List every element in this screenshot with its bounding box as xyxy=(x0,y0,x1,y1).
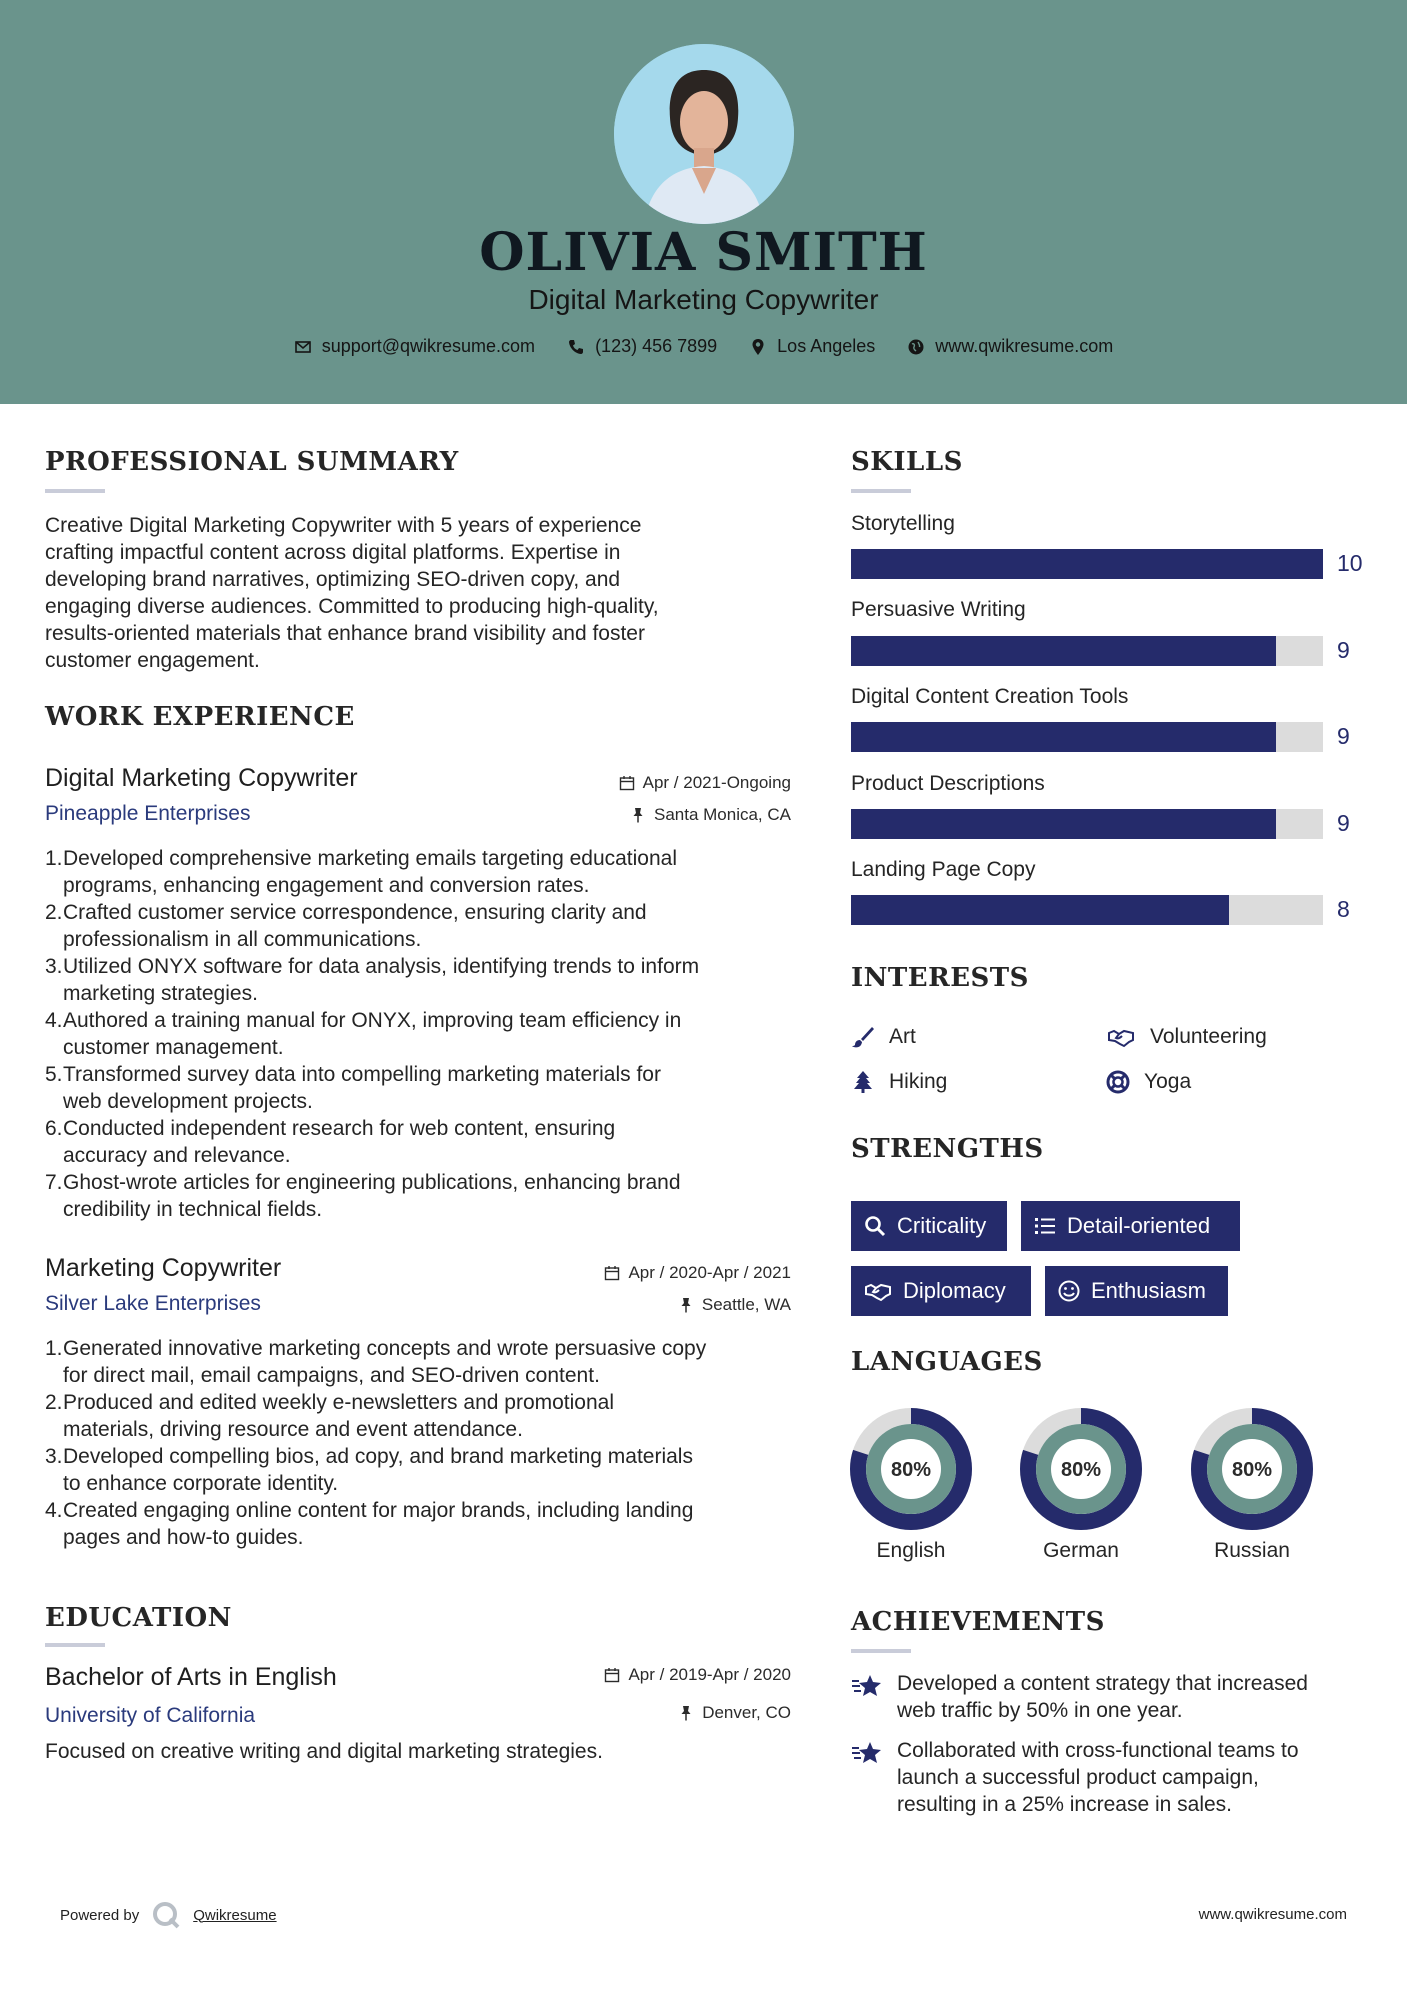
achievement-item xyxy=(851,1670,1371,1724)
summary-line: Creative Digital Marketing Copywriter with 5 years of experience xyxy=(45,514,642,537)
pushpin-icon xyxy=(630,807,646,823)
skill-bar xyxy=(851,636,1323,666)
website-text: www.qwikresume.com xyxy=(935,336,1114,356)
calendar-icon xyxy=(604,1265,620,1281)
strength-label: Enthusiasm xyxy=(1091,1278,1206,1303)
skill-label: Digital Content Creation Tools xyxy=(851,685,1129,708)
bullet-number: 1. xyxy=(45,1337,63,1360)
list-item xyxy=(45,1335,795,1389)
list-item xyxy=(45,899,795,953)
summary-line: crafting impactful content across digital platforms. Expertise in xyxy=(45,541,621,564)
job-dates xyxy=(619,773,791,793)
education-rule xyxy=(45,1643,105,1647)
contact-phone[interactable] xyxy=(567,336,717,357)
contact-bar xyxy=(0,336,1407,357)
skill-value: 9 xyxy=(1337,723,1350,749)
interest-item-hiking xyxy=(851,1070,947,1094)
bullet-line: customer management. xyxy=(63,1036,284,1059)
candidate-name: OLIVIA SMITH xyxy=(479,222,928,283)
calendar-icon xyxy=(604,1667,620,1683)
summary-text xyxy=(45,512,785,674)
bullet-line: web development projects. xyxy=(63,1090,313,1113)
language-donut xyxy=(1190,1407,1314,1531)
achievement-item xyxy=(851,1737,1371,1818)
footer-powered-by xyxy=(60,1900,277,1930)
bullet-number: 2. xyxy=(45,901,63,924)
map-pin-icon xyxy=(749,338,767,356)
bullet-line: Generated innovative marketing concepts and wrote persuasive copy xyxy=(63,1337,707,1360)
bullet-line: Transformed survey data into compelling marketing materials for xyxy=(63,1063,661,1086)
job-title: Marketing Copywriter xyxy=(45,1254,282,1282)
job-company: Pineapple Enterprises xyxy=(45,802,251,825)
summary-heading: PROFESSIONAL SUMMARY xyxy=(45,447,459,477)
skill-value: 9 xyxy=(1337,637,1350,663)
bullet-number: 1. xyxy=(45,847,63,870)
envelope-icon xyxy=(294,338,312,356)
bullet-number: 4. xyxy=(45,1499,63,1522)
experience-heading: WORK EXPERIENCE xyxy=(45,702,355,732)
bullet-number: 2. xyxy=(45,1391,63,1414)
bullet-number: 3. xyxy=(45,955,63,978)
skills-rule xyxy=(851,489,911,493)
qwikresume-link[interactable]: Qwikresume xyxy=(193,1906,277,1924)
strength-chip-enthusiasm xyxy=(1045,1266,1228,1316)
paintbrush-icon xyxy=(851,1025,875,1049)
bullet-line: professionalism in all communications. xyxy=(63,928,422,951)
contact-location xyxy=(749,336,875,357)
language-donut xyxy=(1019,1407,1143,1531)
list-item xyxy=(45,1497,795,1551)
summary-line: results-oriented materials that enhance brand visibility and foster xyxy=(45,622,645,645)
education-dates-text: Apr / 2019-Apr / 2020 xyxy=(628,1665,791,1684)
profile-photo xyxy=(614,44,794,224)
skill-bar xyxy=(851,895,1323,925)
job-location xyxy=(678,1295,791,1315)
globe-icon xyxy=(907,338,925,356)
bullet-line: accuracy and relevance. xyxy=(63,1144,291,1167)
strength-chip-criticality xyxy=(851,1201,1007,1251)
achievements-heading: ACHIEVEMENTS xyxy=(851,1607,1105,1637)
list-item xyxy=(45,1007,795,1061)
strength-chip-detail-oriented xyxy=(1021,1201,1240,1251)
skill-bar-fill xyxy=(851,636,1276,666)
language-donut xyxy=(849,1407,973,1531)
phone-icon xyxy=(567,338,585,356)
languages-heading: LANGUAGES xyxy=(851,1347,1043,1377)
language-name: English xyxy=(876,1539,946,1562)
bullet-line: credibility in technical fields. xyxy=(63,1198,323,1221)
bullet-line: Crafted customer service correspondence, ensuring clarity and xyxy=(63,901,647,924)
star-award-icon xyxy=(851,1672,883,1700)
strength-label: Detail-oriented xyxy=(1067,1213,1211,1238)
bullet-number: 7. xyxy=(45,1171,63,1194)
email-text: support@qwikresume.com xyxy=(321,336,536,356)
education-location-text: Denver, CO xyxy=(702,1703,791,1722)
skill-label: Persuasive Writing xyxy=(851,598,1026,621)
bullet-line: Utilized ONYX software for data analysis, identifying trends to inform xyxy=(63,955,700,978)
bullet-line: marketing strategies. xyxy=(63,982,258,1005)
summary-rule xyxy=(45,489,105,493)
resume-header xyxy=(0,0,1407,404)
interest-label: Volunteering xyxy=(1150,1025,1267,1048)
achievement-line: launch a successful product campaign, xyxy=(897,1766,1259,1789)
interest-label: Art xyxy=(889,1025,916,1048)
star-award-icon xyxy=(851,1739,883,1767)
bullet-line: Ghost-wrote articles for engineering publications, enhancing brand xyxy=(63,1171,681,1194)
pushpin-icon xyxy=(678,1297,694,1313)
skills-heading: SKILLS xyxy=(851,447,963,477)
language-russian xyxy=(1190,1407,1314,1563)
job-dates-text: Apr / 2021-Ongoing xyxy=(642,773,791,792)
school-name: University of California xyxy=(45,1704,256,1727)
interest-item-art xyxy=(851,1025,916,1049)
achievement-line: Collaborated with cross-functional teams to xyxy=(897,1739,1299,1762)
language-name: Russian xyxy=(1214,1539,1290,1562)
list-item xyxy=(45,1389,795,1443)
list-icon xyxy=(1033,1214,1057,1238)
job-title: Digital Marketing Copywriter xyxy=(45,764,358,792)
location-text: Los Angeles xyxy=(777,336,876,356)
language-english xyxy=(849,1407,973,1563)
degree-title: Bachelor of Arts in English xyxy=(45,1663,337,1691)
job-location xyxy=(630,805,791,825)
education-heading: EDUCATION xyxy=(45,1603,232,1633)
interests-heading: INTERESTS xyxy=(851,963,1029,993)
skill-bar xyxy=(851,549,1323,579)
job-dates-text: Apr / 2020-Apr / 2021 xyxy=(628,1263,791,1282)
strength-label: Criticality xyxy=(897,1213,987,1238)
job-company: Silver Lake Enterprises xyxy=(45,1292,261,1315)
bullet-line: programs, enhancing engagement and conversion rates. xyxy=(63,874,590,897)
summary-line: customer engagement. xyxy=(45,649,260,672)
summary-line: engaging diverse audiences. Committed to producing high-quality, xyxy=(45,595,659,618)
interest-label: Hiking xyxy=(889,1070,948,1093)
skill-bar xyxy=(851,722,1323,752)
list-item xyxy=(45,1115,795,1169)
bullet-number: 5. xyxy=(45,1063,63,1086)
language-name: German xyxy=(1043,1539,1119,1562)
list-item xyxy=(45,1443,795,1497)
person-silhouette-icon xyxy=(614,44,794,224)
education-description: Focused on creative writing and digital marketing strategies. xyxy=(45,1740,603,1763)
achievement-line: resulting in a 25% increase in sales. xyxy=(897,1793,1233,1816)
smile-icon xyxy=(1057,1279,1081,1303)
education-location xyxy=(678,1703,791,1723)
strengths-heading: STRENGTHS xyxy=(851,1134,1044,1164)
bullet-line: materials, driving resource and event attendance. xyxy=(63,1418,523,1441)
job-dates xyxy=(604,1263,791,1283)
bullet-number: 4. xyxy=(45,1009,63,1032)
skill-bar-fill xyxy=(851,809,1276,839)
skill-bar-fill xyxy=(851,722,1276,752)
bullet-number: 6. xyxy=(45,1117,63,1140)
list-item xyxy=(45,1061,795,1115)
achievement-line: web traffic by 50% in one year. xyxy=(897,1699,1183,1722)
skill-label: Storytelling xyxy=(851,512,955,535)
skill-bar-fill xyxy=(851,549,1323,579)
bullet-line: pages and how-to guides. xyxy=(63,1526,304,1549)
skill-bar xyxy=(851,809,1323,839)
job-bullet-list xyxy=(45,845,795,1223)
qwikresume-logo-icon xyxy=(151,1900,181,1930)
lifebuoy-icon xyxy=(1106,1070,1130,1094)
language-german xyxy=(1019,1407,1143,1563)
footer-website-link[interactable]: www.qwikresume.com xyxy=(1198,1906,1347,1923)
candidate-role: Digital Marketing Copywriter xyxy=(528,284,879,315)
list-item xyxy=(45,953,795,1007)
contact-website[interactable] xyxy=(907,336,1113,357)
education-dates xyxy=(604,1665,791,1685)
achievement-text xyxy=(897,1670,1308,1724)
powered-by-text: Powered by xyxy=(60,1906,140,1924)
pushpin-icon xyxy=(678,1705,694,1721)
skill-value: 9 xyxy=(1337,810,1350,836)
handshake-icon xyxy=(863,1279,893,1303)
achievements-rule xyxy=(851,1649,911,1653)
bullet-line: Developed compelling bios, ad copy, and brand marketing materials xyxy=(63,1445,693,1468)
bullet-line: Created engaging online content for major brands, including landing xyxy=(63,1499,694,1522)
interest-item-volunteering xyxy=(1106,1025,1267,1049)
phone-text: (123) 456 7899 xyxy=(595,336,718,356)
bullet-line: Developed comprehensive marketing emails targeting educational xyxy=(63,847,678,870)
job-location-text: Seattle, WA xyxy=(701,1295,791,1314)
skill-value: 8 xyxy=(1337,896,1350,922)
language-percent: 80% xyxy=(1231,1459,1273,1481)
bullet-line: to enhance corporate identity. xyxy=(63,1472,339,1495)
contact-email[interactable] xyxy=(294,336,535,357)
bullet-number: 3. xyxy=(45,1445,63,1468)
achievement-line: Developed a content strategy that increased xyxy=(897,1672,1308,1695)
bullet-line: Authored a training manual for ONYX, improving team efficiency in xyxy=(63,1009,682,1032)
job-bullet-list xyxy=(45,1335,795,1551)
calendar-icon xyxy=(619,775,635,791)
skill-value: 10 xyxy=(1337,550,1363,576)
skill-bar-fill xyxy=(851,895,1229,925)
search-icon xyxy=(863,1214,887,1238)
list-item xyxy=(45,845,795,899)
bullet-line: Conducted independent research for web content, ensuring xyxy=(63,1117,616,1140)
bullet-line: Produced and edited weekly e-newsletters and promotional xyxy=(63,1391,614,1414)
strength-label: Diplomacy xyxy=(903,1278,1006,1303)
bullet-line: for direct mail, email campaigns, and SEO-driven content. xyxy=(63,1364,600,1387)
achievement-text xyxy=(897,1737,1299,1818)
job-location-text: Santa Monica, CA xyxy=(653,805,791,824)
skill-label: Landing Page Copy xyxy=(851,858,1036,881)
strength-chip-diplomacy xyxy=(851,1266,1031,1316)
language-percent: 80% xyxy=(1060,1459,1102,1481)
handshake-icon xyxy=(1106,1025,1136,1049)
language-percent: 80% xyxy=(890,1459,932,1481)
interest-item-yoga xyxy=(1106,1070,1191,1094)
interest-label: Yoga xyxy=(1144,1070,1192,1093)
list-item xyxy=(45,1169,795,1223)
skill-label: Product Descriptions xyxy=(851,772,1045,795)
tree-icon xyxy=(851,1070,875,1094)
summary-line: developing brand narratives, optimizing SEO-driven copy, and xyxy=(45,568,621,591)
